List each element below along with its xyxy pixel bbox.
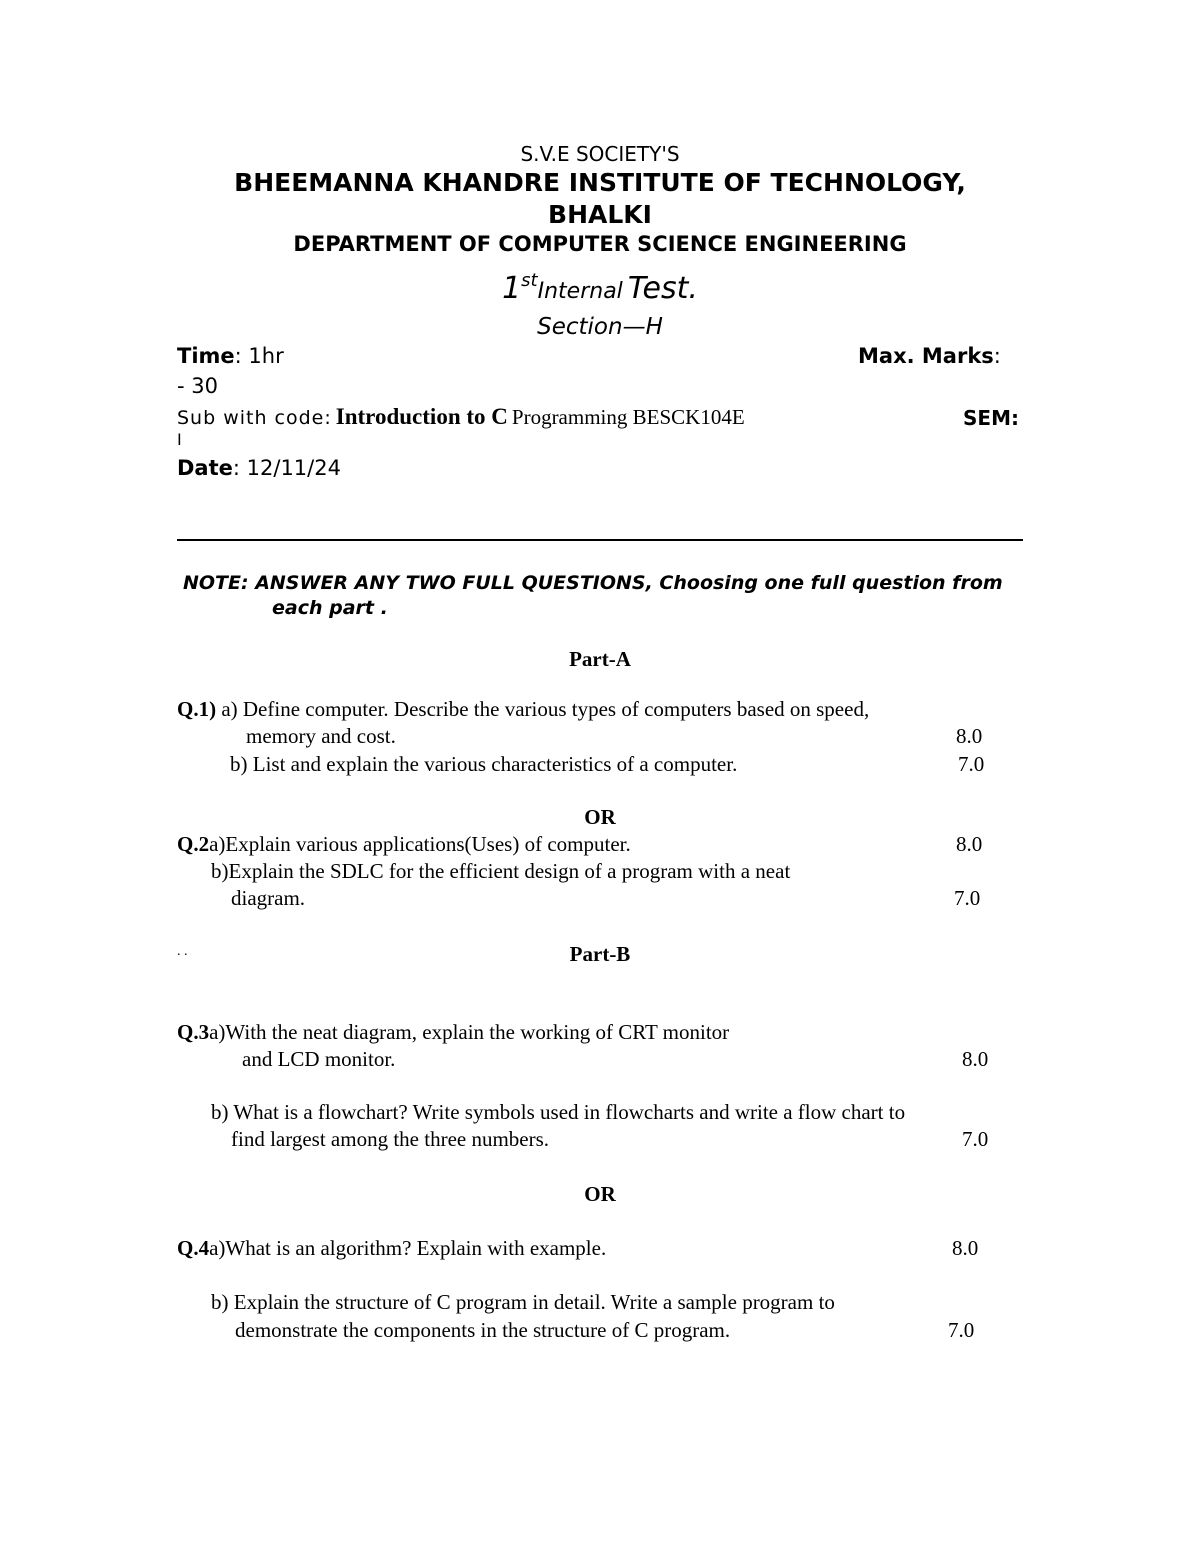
sem-value: I: [177, 430, 182, 449]
q1a-line1: [177, 697, 869, 722]
stray-dots: . .: [177, 944, 188, 959]
q4a-line: [177, 1236, 606, 1261]
section-label: Section—H: [537, 314, 663, 340]
time-label: Time: [177, 344, 235, 368]
q2b-marks: 7.0: [954, 886, 981, 910]
part-a-title: Part-A: [569, 647, 631, 671]
q2a-line: [177, 832, 631, 857]
date-label: Date: [177, 456, 233, 480]
q3a-line1: [177, 1020, 729, 1045]
or-divider-a: OR: [584, 805, 616, 829]
subject-name: Introduction to C: [335, 404, 508, 429]
society-name: S.V.E SOCIETY'S: [520, 142, 680, 166]
q4-number: Q.4: [177, 1236, 210, 1260]
q3b-line2: find largest among the three numbers.: [231, 1127, 550, 1151]
q1a-text: a) Define computer. Describe the various types of computers based on speed,: [216, 697, 870, 721]
q4b-line1: b) Explain the structure of C program in detail. Write a sample program to: [211, 1290, 835, 1314]
time-info: [177, 344, 284, 368]
q3-number: Q.3: [177, 1020, 210, 1044]
test-word-internal: Internal: [537, 279, 623, 304]
subject-info: [177, 404, 745, 430]
q4b-line2: demonstrate the components in the structure of C program.: [235, 1318, 731, 1342]
q1a-line2: memory and cost.: [246, 724, 396, 748]
test-number: 1: [502, 271, 522, 306]
q3b-marks: 7.0: [962, 1127, 989, 1151]
q3b-line1: b) What is a flowchart? Write symbols used in flowcharts and write a flow chart to: [211, 1100, 906, 1124]
q3a-marks: 8.0: [962, 1047, 989, 1071]
q1b-text: b) List and explain the various characteristics of a computer.: [230, 752, 738, 776]
q3a-text: a)With the neat diagram, explain the working of CRT monitor: [209, 1020, 730, 1044]
test-title: [0, 270, 1200, 306]
q2a-marks: 8.0: [956, 832, 983, 856]
test-superscript: st: [521, 270, 538, 291]
date-info: [177, 456, 341, 480]
q1-number: Q.1): [177, 697, 217, 721]
note-line1: NOTE: ANSWER ANY TWO FULL QUESTIONS, Choosing one full question from: [183, 572, 1003, 594]
q4b-marks: 7.0: [948, 1318, 975, 1342]
max-marks-info: [858, 344, 1001, 368]
note-line2: each part .: [272, 597, 388, 619]
q2-number: Q.2: [177, 832, 210, 856]
part-b-title: Part-B: [569, 942, 631, 966]
date-value: : 12/11/24: [232, 456, 341, 480]
time-value: : 1hr: [234, 344, 284, 368]
q1a-marks: 8.0: [956, 724, 983, 748]
test-word-test: Test.: [627, 271, 698, 306]
q2a-text: a)Explain various applications(Uses) of computer.: [209, 832, 631, 856]
q3a-line2: and LCD monitor.: [242, 1047, 396, 1071]
q2b-line2: diagram.: [231, 886, 306, 910]
q4a-marks: 8.0: [952, 1236, 979, 1260]
q1b-marks: 7.0: [958, 752, 985, 776]
q4a-text: a)What is an algorithm? Explain with example.: [209, 1236, 607, 1260]
subject-label: Sub with code:: [177, 407, 332, 429]
sem-label: SEM:: [963, 406, 1019, 430]
department-name: DEPARTMENT OF COMPUTER SCIENCE ENGINEERING: [293, 232, 907, 256]
max-marks-colon: :: [993, 344, 1001, 368]
subject-code: Programming BESCK104E: [511, 405, 745, 429]
max-marks-value: - 30: [177, 374, 218, 398]
max-marks-label: Max. Marks: [858, 344, 994, 368]
institute-name-line1: BHEEMANNA KHANDRE INSTITUTE OF TECHNOLOGY,: [234, 168, 966, 197]
divider-line: [177, 539, 1023, 541]
or-divider-b: OR: [584, 1182, 616, 1206]
q2b-line1: b)Explain the SDLC for the efficient design of a program with a neat: [211, 859, 791, 883]
institute-name-line2: BHALKI: [548, 200, 652, 229]
